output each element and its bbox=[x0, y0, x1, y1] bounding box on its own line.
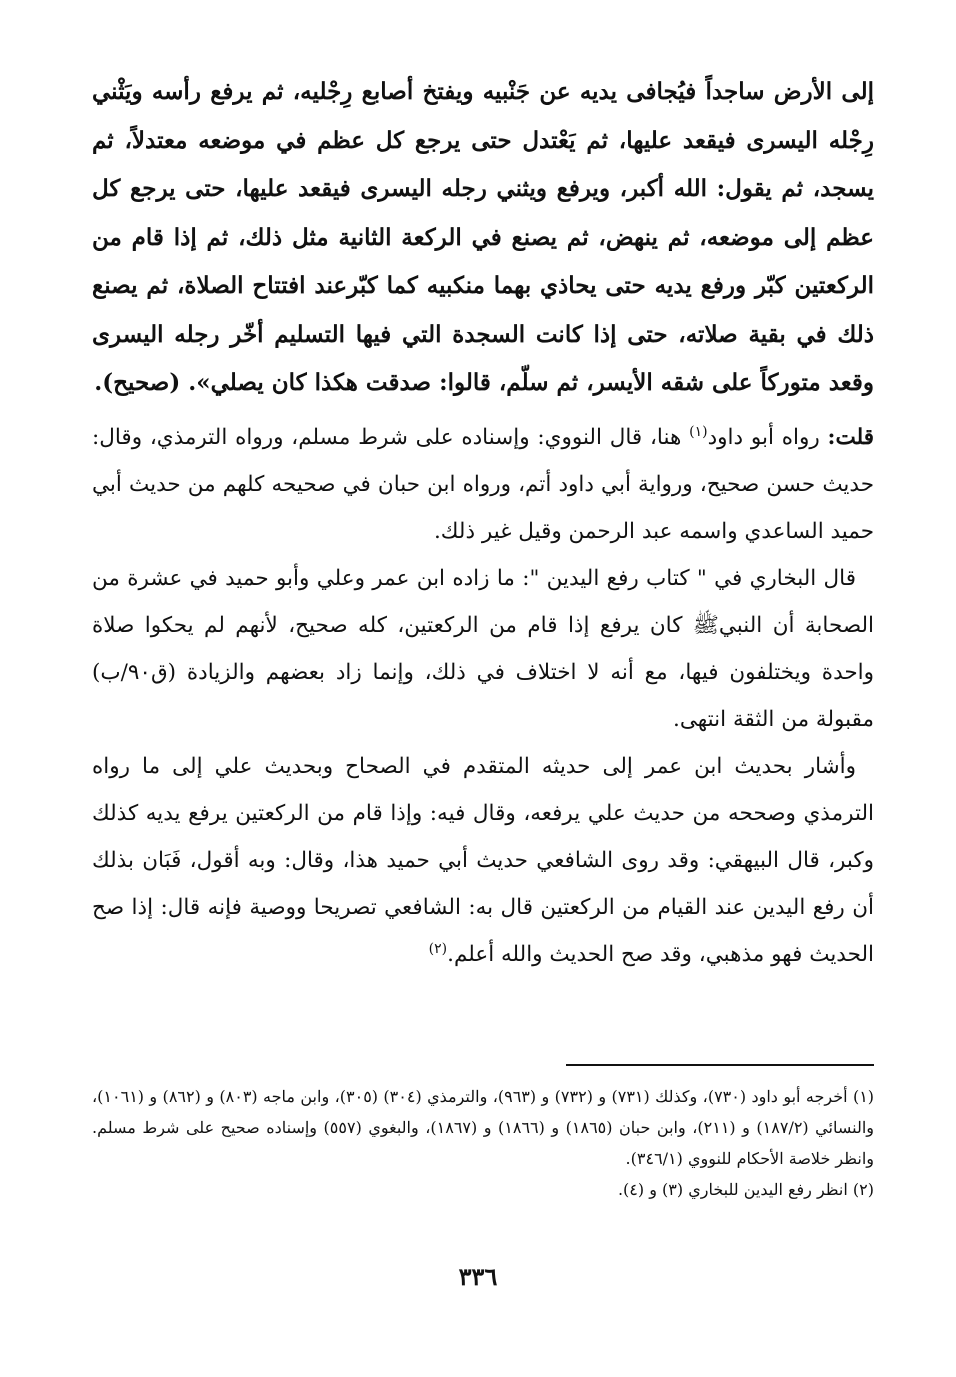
paragraph-ishara bbox=[92, 743, 874, 978]
paragraph-bukhari: قال البخاري في " كتاب رفع اليدين ": ما زاده ابن عمر وعلي وأبو حميد في عشرة من الصحابة أن النبيﷺ كان يرفع إذا قام من الركعتين، كله صحيح، لأنهم لم يحكوا صلاة واحدة ويختلفون فيها، مع أنه لا اختلاف في ذلك، وإنما زاد بعضهم والزيادة (ق٩٠/ب) مقبولة من الثقة انتهى. bbox=[92, 565, 874, 732]
qult-text-after-ref: هنا، قال النووي: وإسناده على شرط مسلم، ورواه الترمذي، وقال: حديث حسن صحيح، ورواية أبي داود أتم، ورواه ابن حبان في صحيحه كلهم من حديث أبي حميد الساعدي واسمه عبد الرحمن وقيل غير ذلك. bbox=[92, 424, 874, 544]
ishara-text: وأشار بحديث ابن عمر إلى حديثه المتقدم في الصحاح وبحديث علي إلى ما رواه الترمذي وصححه من حديث علي يرفعه، وقال فيه: وإذا قام من الركعتين يرفع يديه كذلك وكبر، قال البيهقي: وقد روى الشافعي حديث أبي حميد هذا، وقال: وبه أقول، فَبَان بذلك أن رفع اليدين عند القيام من الركعتين قال به: الشافعي تصريحا ووصية فإنه قال: إذا صح الحديث فهو مذهبي، وقد صح الحديث والله أعلم. bbox=[92, 753, 874, 967]
paragraph-qult bbox=[92, 414, 874, 555]
main-text bbox=[92, 68, 874, 978]
qult-label: قلت: bbox=[827, 424, 874, 450]
footnote-ref-1[interactable]: (١) bbox=[689, 423, 708, 440]
footnote-2: (٢) انظر رفع اليدين للبخاري (٣) و (٤). bbox=[617, 1180, 874, 1199]
footnote-ref-2[interactable]: (٢) bbox=[428, 940, 448, 957]
page-number: ٣٣٦ bbox=[458, 1262, 498, 1291]
footnotes bbox=[92, 1081, 874, 1205]
footnote-1: (١) أخرجه أبو داود (٧٣٠)، وكذلك (٧٣١) و (٧٣٢) و (٩٦٣)، والترمذي (٣٠٤) (٣٠٥)، وابن ماجه (٨٠٣) و (٨٦٢) و (١٠٦١)، والنسائي (١٨٧/٢) و (٢١١)، وابن حبان (١٨٦٥) و (١٨٦٦) و (١٨٦٧)، والبغوي (٥٥٧) وإسناده صحيح على شرط مسلم. وانظر خلاصة الأحكام للنووي (٣٤٦/١). bbox=[92, 1087, 875, 1168]
footnote-separator bbox=[566, 1064, 874, 1066]
hadith-text: إلى الأرض ساجداً فيُجافى يديه عن جَنْبيه ويفتخ أصابع رِجْليه، ثم يرفع رأسه ويَثْني رِجْله اليسرى فيقعد عليها، ثم يَعْتدل حتى يرجع كل عظم في موضعه معتدلاً، ثم يسجد، ثم يقول: الله أكبر، ويرفع ويثني رجله اليسرى فيقعد عليها، حتى يرجع كل عظم إلى موضعه، ثم ينهض، ثم يصنع في الركعة الثانية مثل ذلك، ثم إذا قام من الركعتين كبّر ورفع يديه حتى يحاذي بهما منكبيه كما كبّرعند افتتاح الصلاة، ثم يصنع ذلك في بقية صلاته، حتى إذا كانت السجدة التي فيها التسليم أخّر رجله اليسرى وقعد متوركاً على شقه الأيسر، ثم سلّم، قالوا: صدقت هكذا كان يصلي». (صحيح). bbox=[92, 78, 874, 396]
qult-text-before-ref: رواه أبو داود bbox=[707, 424, 820, 450]
